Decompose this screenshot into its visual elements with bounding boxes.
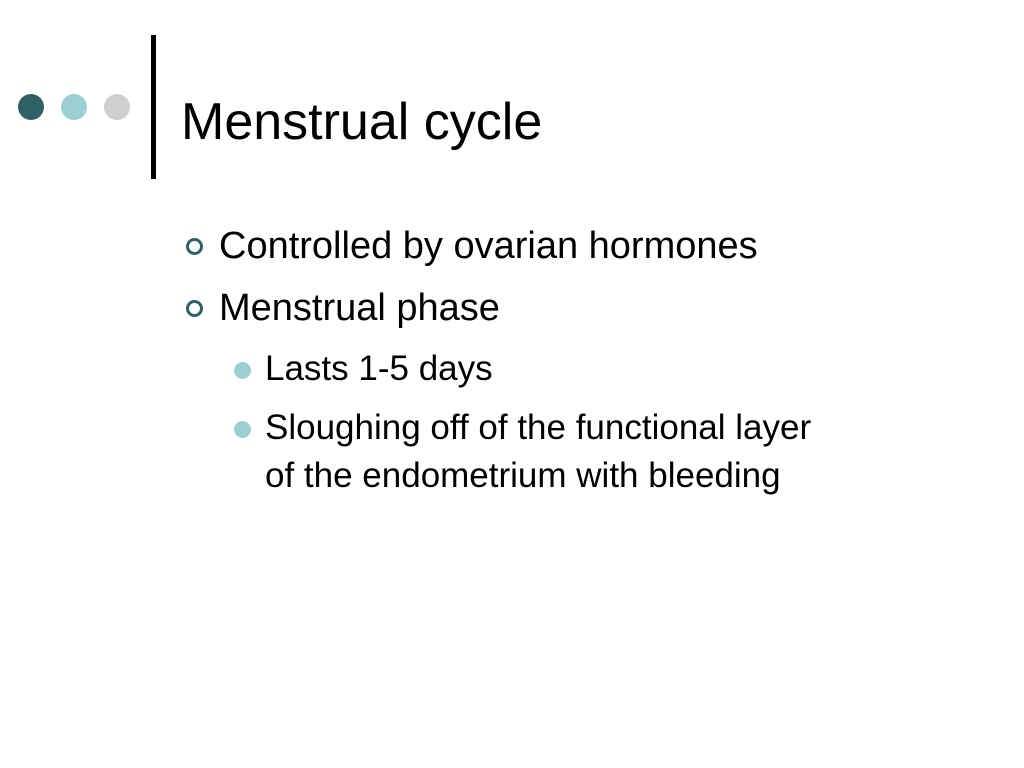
sub-bullet-text-line: Sloughing off of the functional layer: [265, 408, 812, 447]
dot-bullet-icon: [234, 421, 251, 438]
bullet-item: [219, 224, 758, 268]
ring-bullet-icon: [186, 300, 203, 317]
decorative-dot-light: [104, 94, 130, 120]
sub-bullet-item: [265, 404, 811, 500]
bullet-text: Menstrual phase: [219, 287, 500, 329]
ring-bullet-icon: [186, 238, 203, 255]
decorative-dot-dark: [18, 94, 44, 120]
bullet-text: Controlled by ovarian hormones: [219, 225, 758, 267]
decorative-dot-mid: [61, 94, 87, 120]
sub-bullet-text: Lasts 1-5 days: [265, 349, 493, 388]
sub-bullet-text-line: of the endometrium with bleeding: [265, 456, 781, 495]
sub-bullet-item: [265, 345, 493, 393]
title-divider: [151, 35, 156, 179]
dot-bullet-icon: [234, 362, 251, 379]
slide-title: Menstrual cycle: [181, 93, 543, 151]
bullet-item: [219, 286, 500, 330]
